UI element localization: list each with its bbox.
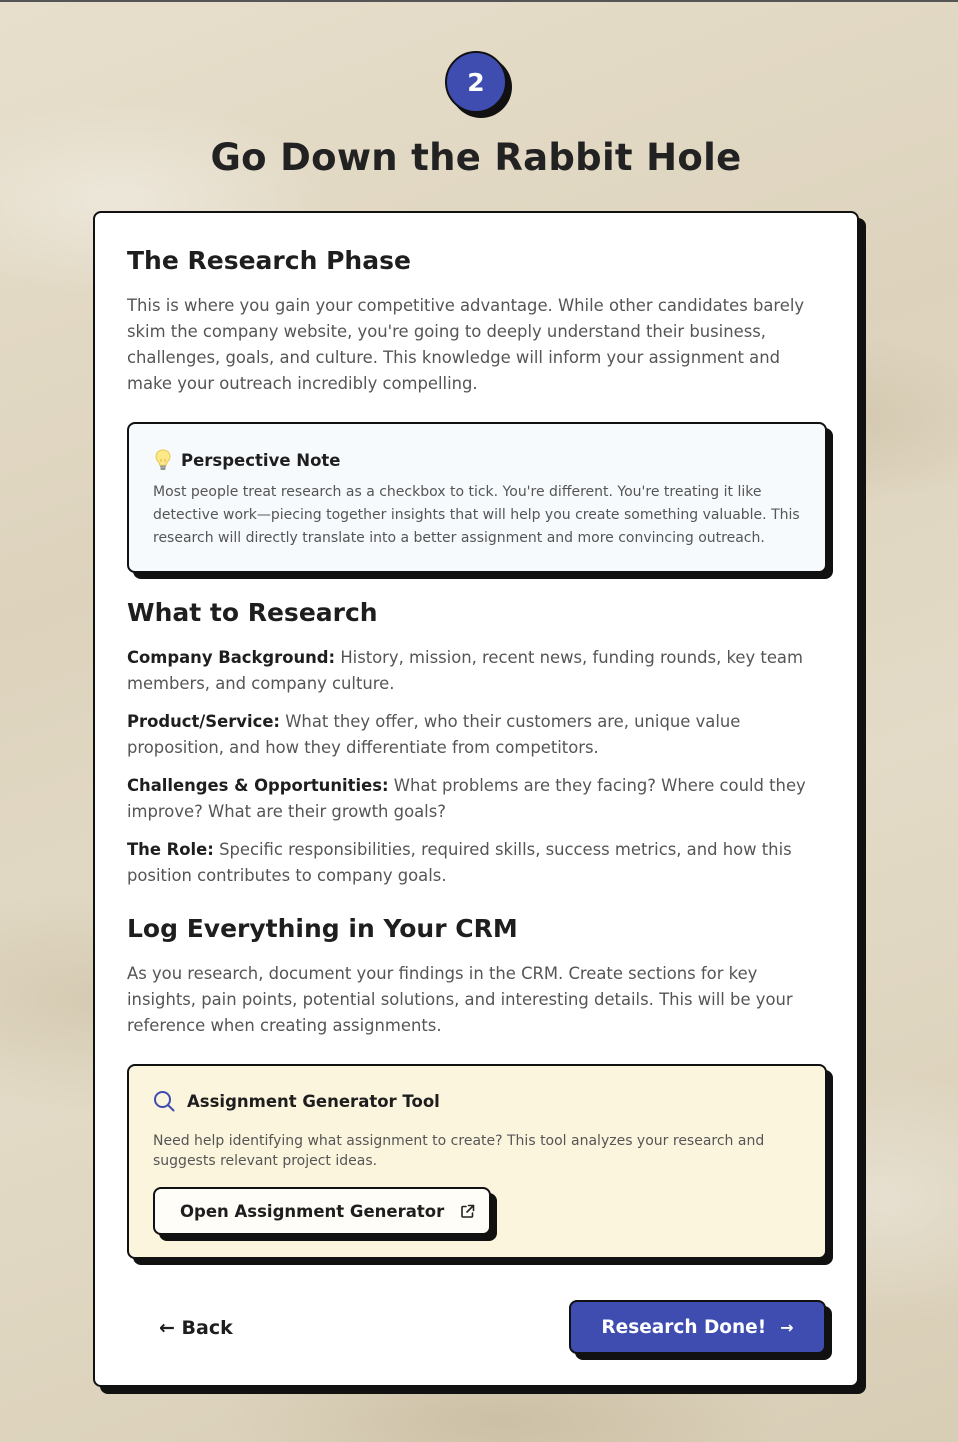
top-border: [0, 0, 958, 2]
open-assignment-generator-button[interactable]: [153, 1187, 491, 1235]
crm-heading: Log Everything in Your CRM: [127, 914, 518, 943]
research-item-text: What they offer, who their customers are, unique value proposition, and how they differentiate from competitors.: [127, 712, 741, 757]
assignment-generator-panel: [127, 1064, 827, 1259]
research-item-the-role: [127, 837, 827, 889]
research-item-label: Product/Service:: [127, 712, 280, 731]
assignment-generator-text: Need help identifying what assignment to create? This tool analyzes your research and suggests relevant project ideas.: [153, 1133, 765, 1169]
research-item-challenges: [127, 773, 827, 825]
what-to-research-heading: What to Research: [127, 598, 378, 627]
research-item-text: History, mission, recent news, funding rounds, key team members, and company culture.: [127, 648, 803, 693]
search-icon: [153, 1090, 175, 1112]
perspective-note-title: Perspective Note: [181, 450, 341, 470]
arrow-right-icon: →: [780, 1317, 794, 1337]
research-item-label: The Role:: [127, 840, 214, 859]
perspective-note: [127, 422, 827, 573]
research-item-text: Specific responsibilities, required skills, success metrics, and how this position contributes to company goals.: [127, 840, 792, 885]
perspective-note-text: Most people treat research as a checkbox to tick. You're different. You're treating it like detective work—piecing together insights that will help you create something valuable. This research will directly translate into a better assignment and more convincing outreach.: [153, 484, 800, 546]
content-card: [93, 211, 859, 1387]
research-item-label: Company Background:: [127, 648, 336, 667]
lightbulb-icon: [153, 448, 173, 472]
research-phase-text: This is where you gain your competitive advantage. While other candidates barely skim the company website, you're going to deeply understand their business, challenges, goals, and culture. This knowledge will inform your assignment and make your outreach incredibly compelling.: [127, 296, 805, 393]
external-link-icon: [460, 1204, 475, 1219]
page-title: Go Down the Rabbit Hole: [210, 136, 742, 179]
research-item-text: What problems are they facing? Where could they improve? What are their growth goals?: [127, 776, 806, 821]
research-item-company-background: [127, 645, 827, 697]
research-item-product-service: [127, 709, 827, 761]
research-done-button[interactable]: [569, 1300, 826, 1354]
assignment-generator-title: Assignment Generator Tool: [187, 1091, 440, 1111]
research-phase-heading: The Research Phase: [127, 246, 411, 275]
back-button[interactable]: ← Back: [159, 1317, 233, 1339]
research-done-label: Research Done!: [601, 1316, 767, 1338]
research-item-label: Challenges & Opportunities:: [127, 776, 389, 795]
crm-text: As you research, document your findings in the CRM. Create sections for key insights, pain points, potential solutions, and interesting details. This will be your reference when creating assignments.: [127, 964, 793, 1035]
step-number-badge: 2: [445, 51, 507, 113]
open-assignment-generator-label: Open Assignment Generator: [180, 1201, 445, 1221]
